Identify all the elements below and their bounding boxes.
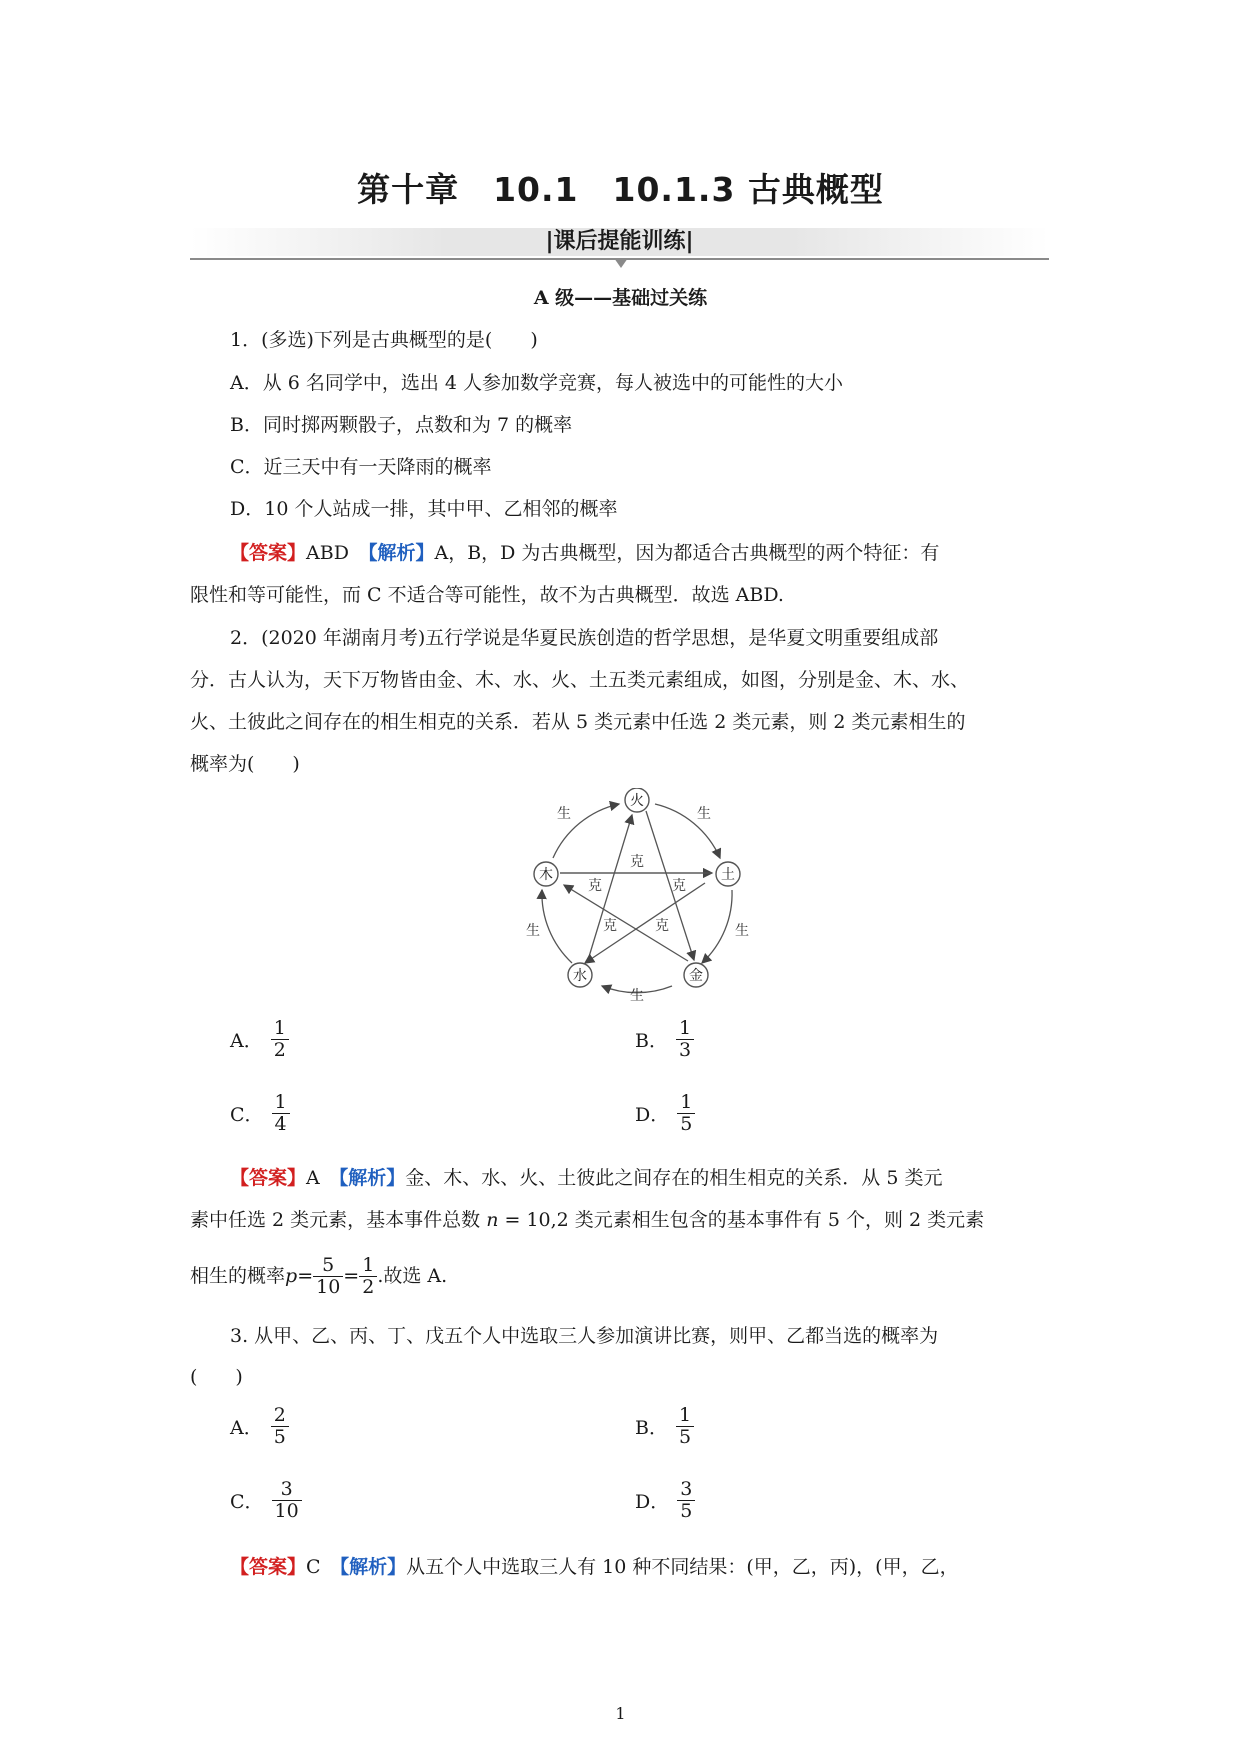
q1-option-b: B．同时掷两颗骰子，点数和为 7 的概率 — [230, 414, 573, 436]
q2-stem-4: 概率为( ) — [190, 753, 300, 775]
q3-option-c: C． $\frac{3}{10}$ — [230, 1479, 302, 1522]
sheng-label: 生 — [697, 806, 711, 822]
q2-option-d: D． $\frac{1}{5}$ — [635, 1092, 695, 1135]
answer-tag: 【答案】 — [230, 1167, 307, 1189]
q2-analysis-1: 金、木、水、火、土彼此之间存在的相生相克的关系．从 5 类元 — [405, 1167, 943, 1189]
ke-label: 克 — [630, 854, 644, 870]
q2-option-a: A． $\frac{1}{2}$ — [230, 1018, 289, 1061]
ke-label: 克 — [588, 878, 602, 894]
q3-option-b: B． $\frac{1}{5}$ — [635, 1405, 694, 1448]
q2-stem-2: 分．古人认为，天下万物皆由金、木、水、火、土五类元素组成，如图，分别是金、木、水、 — [190, 669, 970, 691]
q1-analysis-2: 限性和等可能性，而 C 不适合等可能性，故不为古典概型．故选 ABD. — [190, 584, 784, 606]
q3-answer-line — [230, 1554, 959, 1580]
sheng-label: 生 — [735, 923, 749, 939]
level-heading: A 级——基础过关练 — [533, 287, 708, 309]
q1-answer-line — [230, 540, 939, 566]
q1-option-c: C．近三天中有一天降雨的概率 — [230, 456, 492, 478]
q2-option-b: B． $\frac{1}{3}$ — [635, 1018, 694, 1061]
sheng-label: 生 — [526, 923, 540, 939]
q2-stem-1: 2．(2020 年湖南月考)五行学说是华夏民族创造的哲学思想，是华夏文明重要组成部 — [230, 627, 939, 649]
answer-tag: 【答案】 — [230, 1556, 307, 1578]
analysis-tag: 【解析】 — [338, 1167, 406, 1189]
sheng-arrow-water-wood — [542, 890, 572, 963]
q2-analysis-3: 相生的概率 p = $\frac{5}{10}$ = $\frac{1}{2}$ .故选 A. — [190, 1253, 448, 1298]
q1-option-d: D．10 个人站成一排，其中甲、乙相邻的概率 — [230, 498, 618, 520]
q3-answer: C — [306, 1556, 321, 1578]
q3-stem-2: ( ) — [190, 1366, 243, 1388]
q3-stem-1: 3. 从甲、乙、丙、丁、戊五个人中选取三人参加演讲比赛，则甲、乙都当选的概率为 — [230, 1325, 939, 1347]
analysis-tag: 【解析】 — [367, 542, 435, 564]
q3-option-a: A． $\frac{2}{5}$ — [230, 1405, 289, 1448]
q3-analysis-1: 从五个人中选取三人有 10 种不同结果：(甲，乙，丙)，(甲，乙， — [406, 1556, 959, 1578]
sheng-label: 生 — [557, 806, 571, 822]
node-water-label: 水 — [573, 968, 587, 984]
q1-stem: 1．(多选)下列是古典概型的是( ) — [230, 329, 538, 351]
q2-answer-line — [230, 1165, 942, 1191]
q1-analysis-1: A，B，D 为古典概型，因为都适合古典概型的两个特征：有 — [434, 542, 940, 564]
ke-label: 克 — [603, 918, 617, 934]
sheng-arrow-earth-metal — [702, 890, 732, 963]
q2-stem-3: 火、土彼此之间存在的相生相克的关系．若从 5 类元素中任选 2 类元素，则 2 类元素相生的 — [190, 711, 966, 733]
node-fire-label: 火 — [630, 793, 644, 809]
q2-option-c: C． $\frac{1}{4}$ — [230, 1092, 290, 1135]
node-metal-label: 金 — [689, 968, 703, 984]
ke-label: 克 — [655, 918, 669, 934]
q3-option-d: D． $\frac{3}{5}$ — [635, 1479, 695, 1522]
ke-label: 克 — [672, 878, 686, 894]
page-number: 1 — [615, 1704, 626, 1723]
ke-arrow-metal-wood — [564, 885, 688, 961]
ke-arrow-fire-metal — [646, 811, 694, 960]
node-earth-label: 土 — [721, 867, 735, 883]
q2-analysis-2: 素中任选 2 类元素，基本事件总数 n = 10,2 类元素相生包含的基本事件有 5 个，则 2 类元素 — [190, 1209, 985, 1231]
q1-answer: ABD — [306, 542, 349, 564]
banner-arrow-icon — [614, 258, 628, 268]
q1-option-a: A．从 6 名同学中，选出 4 人参加数学竞赛，每人被选中的可能性的大小 — [230, 372, 844, 394]
banner-label: |课后提能训练| — [545, 229, 694, 254]
sheng-label: 生 — [630, 988, 644, 1003]
page-title: 第十章 10.1 10.1.3 古典概型 — [357, 170, 884, 209]
wuxing-diagram — [520, 788, 760, 1003]
answer-tag: 【答案】 — [230, 542, 307, 564]
analysis-tag: 【解析】 — [339, 1556, 407, 1578]
q2-answer: A — [306, 1167, 320, 1189]
node-wood-label: 木 — [539, 867, 553, 883]
section-banner — [190, 226, 1049, 256]
